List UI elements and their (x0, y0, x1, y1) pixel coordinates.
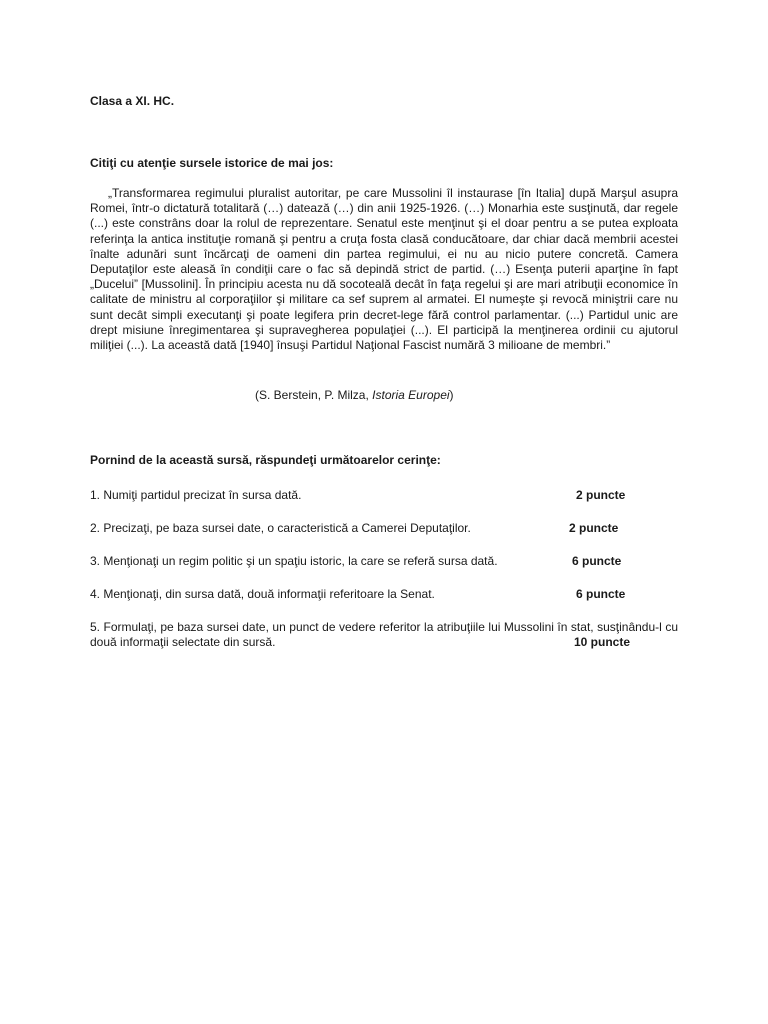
requirement-1: 1. Numiţi partidul precizat în sursa dată. (90, 488, 302, 502)
requirement-2: 2. Precizaţi, pe baza sursei date, o caracteristică a Camerei Deputaţilor. (90, 521, 471, 535)
requirement-3-points: 6 puncte (572, 554, 622, 568)
requirements-heading: Pornind de la această sursă, răspundeţi următoarelor cerinţe: (90, 453, 441, 467)
citation-work-title: Istoria Europei (372, 388, 450, 402)
source-citation (255, 388, 454, 402)
requirement-5: 5. Formulaţi, pe baza sursei date, un punct de vedere referitor la atribuţiile lui Mussolini în stat, susţinându-l cu două informaţii selectate din sursă. (90, 620, 678, 649)
source-quote: „Transformarea regimului pluralist autoritar, pe care Mussolini îl instaurase [în Italia] după Marşul asupra Romei, într-o dictatură totalitară (…) datează (…) din anii 1925-1926. (…) Monarhia este susţinută, dar regele (...) este constrâns doar la rolul de reprezentare. Senatul este menţinut şi el doar pentru a se putea exploata referinţa la antica instituţie romană şi pentru a cruţa fosta clasă conducătoare, dar chiar dacă membrii acestei înalte adunări sunt încărcaţi de oameni din partea regimului, ei nu au nicio putere concretă. Camera Deputaţilor este aleasă în condiţii care o fac să depindă strict de partid. (…) Esenţa puterii aparţine în fapt „Ducelui” [Mussolini]. În principiu acesta nu dă socoteală decât în faţa regelui şi are mari atribuţii economice în calitate de ministru al corporaţiilor şi militare ca sef suprem al armatei. El numeşte şi revocă miniştrii care nu sunt decât simpli executanţi şi poate legifera prin decret-lege fără control parlamentar. (...) Partidul unic are drept misiune înregimentarea şi supravegherea populaţiei (...). El participă la menţinerea ordinii cu ajutorul miliţiei (...). La această dată [1940] însuşi Partidul Naţional Fascist numără 3 milioane de membri.” (90, 186, 678, 353)
requirement-2-points: 2 puncte (569, 521, 619, 535)
requirement-3: 3. Menţionaţi un regim politic şi un spaţiu istoric, la care se referă sursa dată. (90, 554, 498, 568)
citation-authors: (S. Berstein, P. Milza, (255, 388, 373, 402)
class-heading: Clasa a XI. HC. (90, 94, 175, 108)
citation-close: ) (449, 388, 454, 402)
requirement-4-points: 6 puncte (576, 587, 626, 601)
requirement-5-points: 10 puncte (574, 635, 631, 649)
instruction-heading: Citiţi cu atenţie sursele istorice de mai jos: (90, 156, 334, 170)
requirement-4: 4. Menţionaţi, din sursa dată, două informaţii referitoare la Senat. (90, 587, 435, 601)
requirement-1-points: 2 puncte (576, 488, 626, 502)
